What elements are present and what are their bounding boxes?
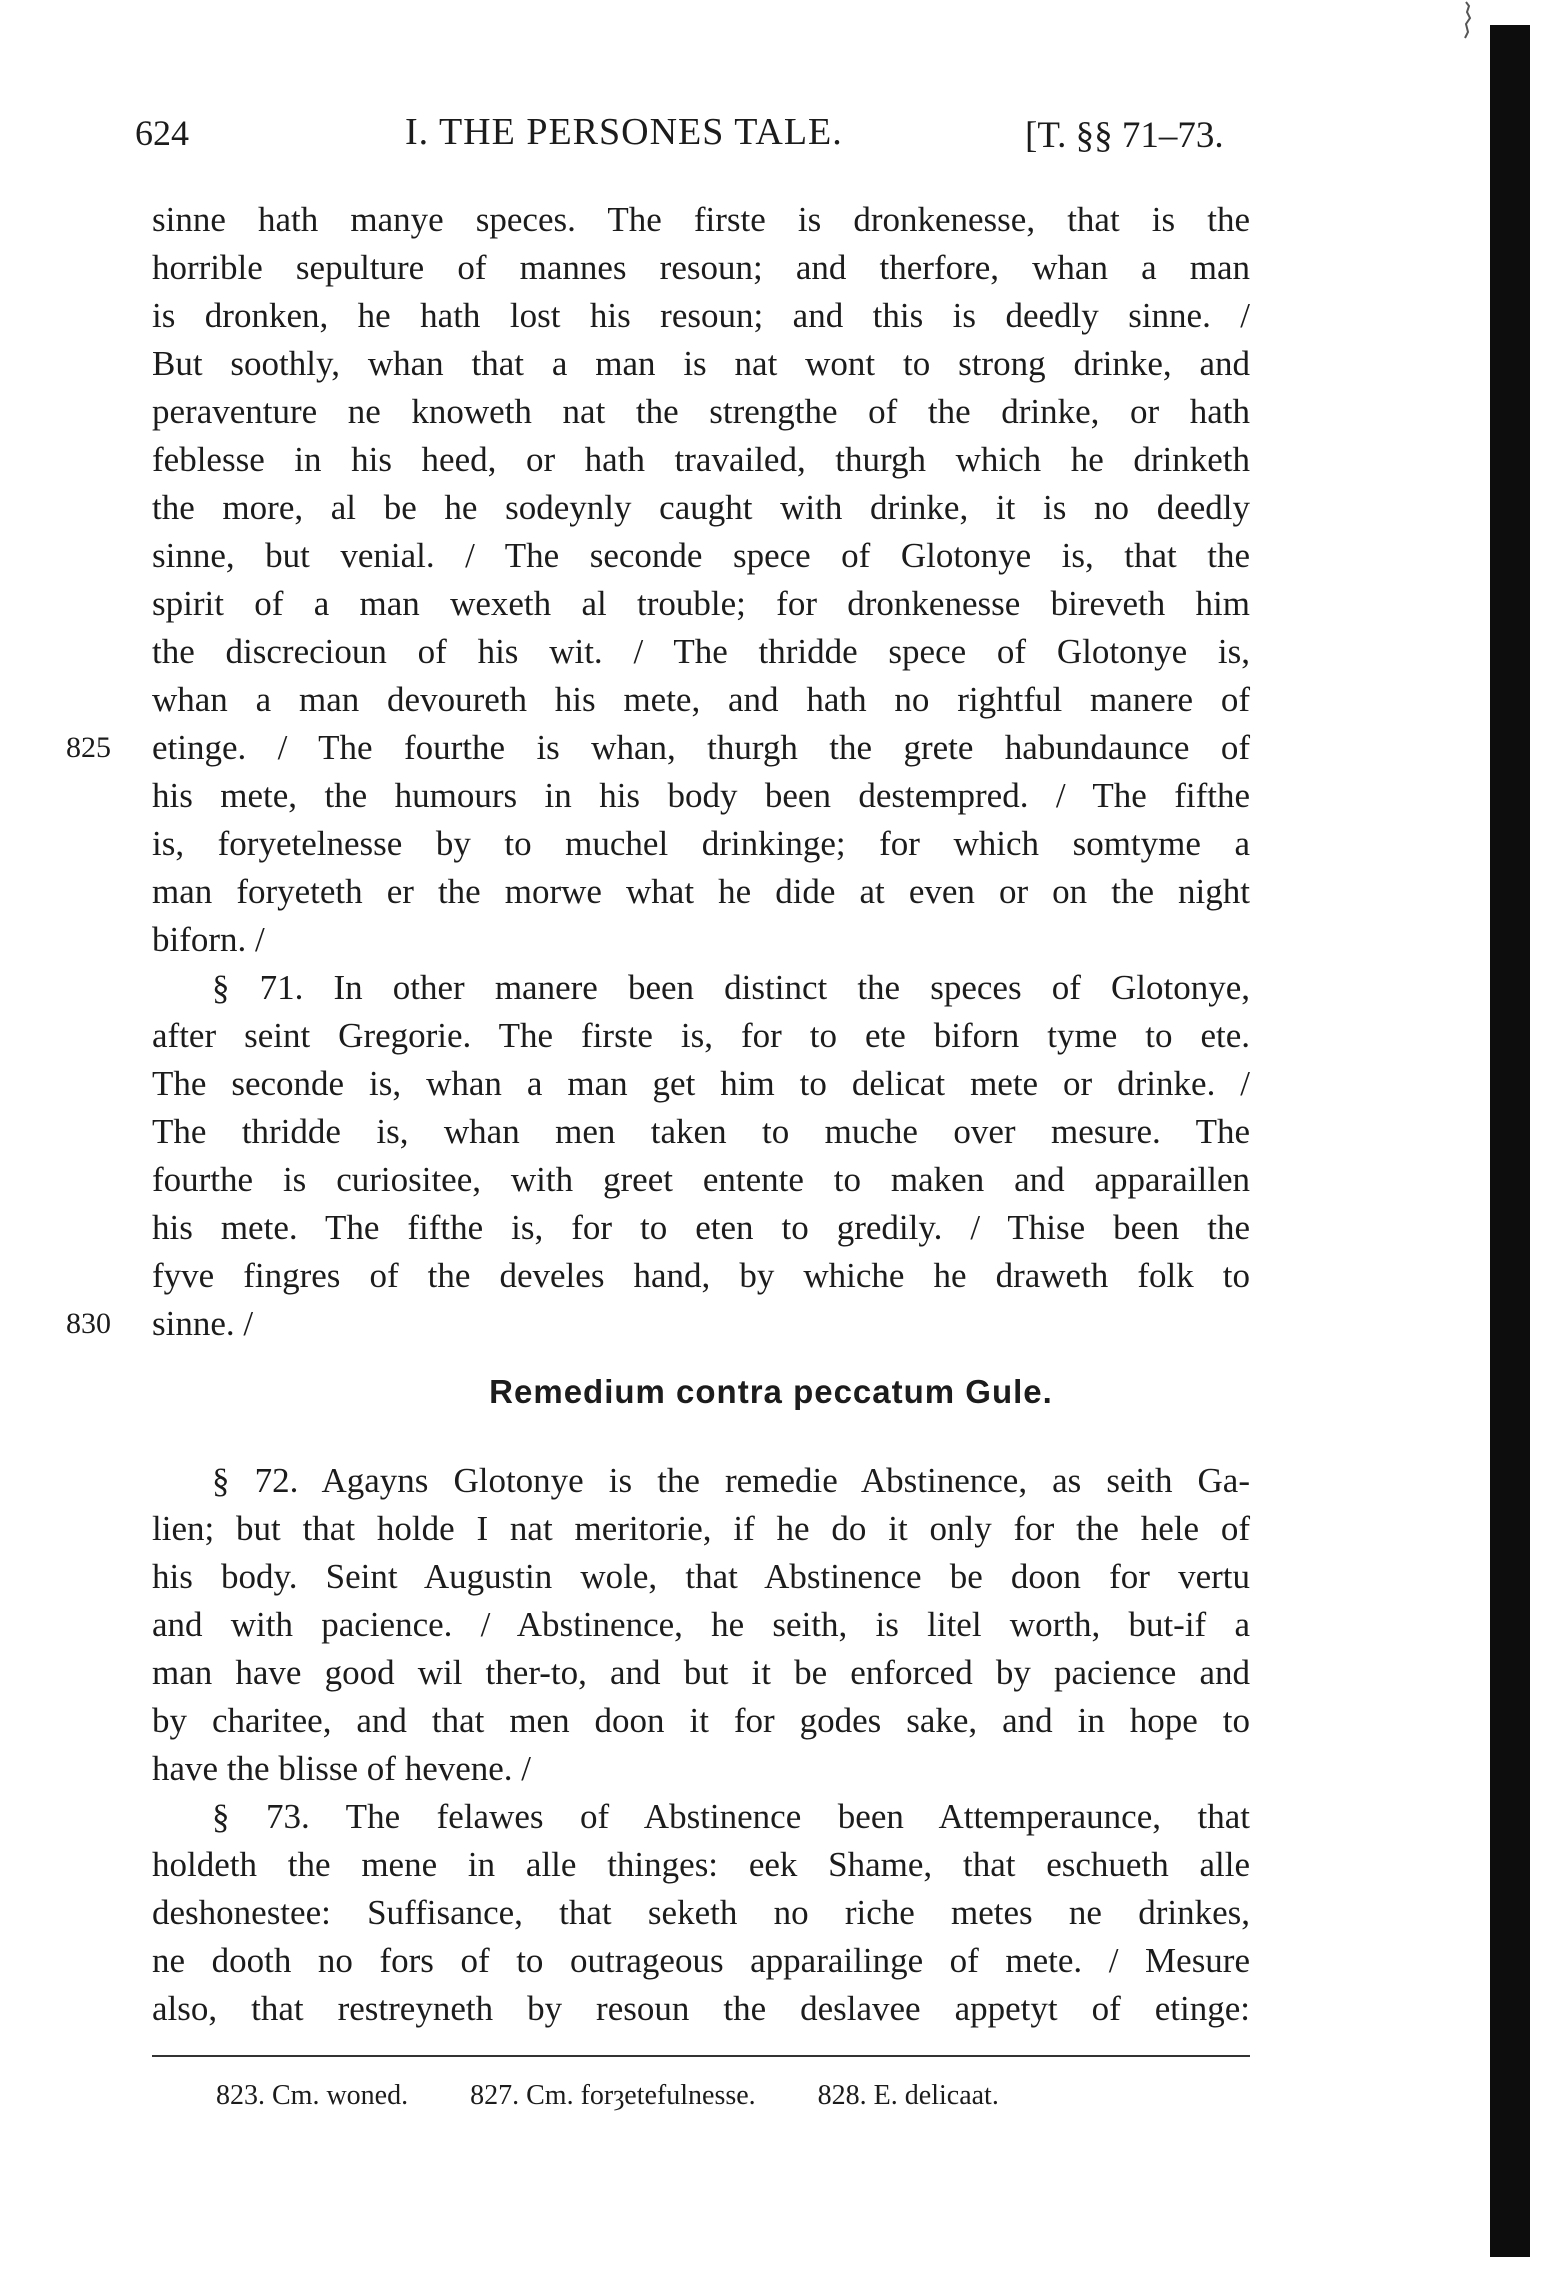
page-number: 624 [135, 113, 189, 153]
text-line: his mete, the humours in his body been destempred. / The fifthe [152, 776, 1250, 815]
paragraph-section-72 [152, 1457, 1250, 1793]
text-line: his mete. The fifthe is, for to eten to gredily. / Thise been the [152, 1208, 1250, 1247]
footnotes [216, 2080, 1054, 2112]
text-line: deshonestee: Suffisance, that seketh no riche metes ne drinkes, [152, 1893, 1250, 1932]
text-line: have the blisse of hevene. / [152, 1749, 532, 1788]
text-line: lien; but that holde I nat meritorie, if he do it only for the hele of [152, 1509, 1250, 1548]
text-line: peraventure ne knoweth nat the strengthe of the drinke, or hath [152, 392, 1250, 431]
text-line: is, foryetelnesse by to muchel drinkinge; for which somtyme a [152, 824, 1250, 863]
text-line: horrible sepulture of mannes resoun; and therfore, whan a man [152, 248, 1250, 287]
footnote: 827. Cm. forȝetefulnesse. [470, 2080, 756, 2111]
text-line: the discrecioun of his wit. / The thridde spece of Glotonye is, [152, 632, 1250, 671]
section-heading: Remedium contra peccatum Gule. [489, 1373, 1053, 1410]
text-line: whan a man devoureth his mete, and hath no rightful manere of [152, 680, 1250, 719]
text-line: feblesse in his heed, or hath travailed, thurgh which he drinketh [152, 440, 1250, 479]
text-line: is dronken, he hath lost his resoun; and this is deedly sinne. / [152, 296, 1250, 335]
text-line: also, that restreyneth by resoun the deslavee appetyt of etinge: [152, 1989, 1250, 2028]
margin-line-number: 825 [66, 731, 111, 764]
running-title: I. THE PERSONES TALE. [405, 111, 843, 153]
paragraph-section-71 [152, 964, 1250, 1348]
text-line: etinge. / The fourthe is whan, thurgh the grete habundaunce of [152, 728, 1250, 767]
text-line: But soothly, whan that a man is nat wont to strong drinke, and [152, 344, 1250, 383]
text-line: fyve fingres of the develes hand, by whiche he draweth folk to [152, 1256, 1250, 1295]
text-line: sinne. / [152, 1304, 254, 1343]
paragraph-section-73 [152, 1793, 1250, 2033]
text-line: holdeth the mene in alle thinges: eek Shame, that eschueth alle [152, 1845, 1250, 1884]
scan-binding-shadow [1490, 25, 1530, 2257]
scan-speck [1460, 0, 1474, 40]
footnote: 828. E. delicaat. [817, 2080, 999, 2111]
text-line: by charitee, and that men doon it for godes sake, and in hope to [152, 1701, 1250, 1740]
text-line: fourthe is curiositee, with greet entente to maken and apparaillen [152, 1160, 1250, 1199]
text-line: spirit of a man wexeth al trouble; for dronkenesse bireveth him [152, 584, 1250, 623]
text-line: The thridde is, whan men taken to muche over mesure. The [152, 1112, 1250, 1151]
text-line: the more, al be he sodeynly caught with drinke, it is no deedly [152, 488, 1250, 527]
margin-line-number: 830 [66, 1307, 111, 1340]
paragraph-gluttony-species [152, 196, 1250, 964]
text-line: biforn. / [152, 920, 265, 959]
footnote: 823. Cm. woned. [216, 2080, 409, 2111]
text-line: after seint Gregorie. The firste is, for to ete biforn tyme to ete. [152, 1016, 1250, 1055]
text-line: ne dooth no fors of to outrageous apparailinge of mete. / Mesure [152, 1941, 1250, 1980]
text-line: § 73. The felawes of Abstinence been Attemperaunce, that [212, 1797, 1250, 1836]
text-line: § 71. In other manere been distinct the speces of Glotonye, [212, 968, 1250, 1007]
text-line: sinne, but venial. / The seconde spece of Glotonye is, that the [152, 536, 1250, 575]
footnote-divider [152, 2055, 1250, 2057]
section-reference: [T. §§ 71–73. [1025, 115, 1224, 156]
text-line: man foryeteth er the morwe what he dide at even or on the night [152, 872, 1250, 911]
text-line: § 72. Agayns Glotonye is the remedie Abstinence, as seith Ga- [212, 1461, 1250, 1500]
text-line: his body. Seint Augustin wole, that Abstinence be doon for vertu [152, 1557, 1250, 1596]
text-line: The seconde is, whan a man get him to delicat mete or drinke. / [152, 1064, 1250, 1103]
text-line: sinne hath manye speces. The firste is dronkenesse, that is the [152, 200, 1250, 239]
text-line: and with pacience. / Abstinence, he seith, is litel worth, but-if a [152, 1605, 1250, 1644]
text-line: man have good wil ther-to, and but it be enforced by pacience and [152, 1653, 1250, 1692]
